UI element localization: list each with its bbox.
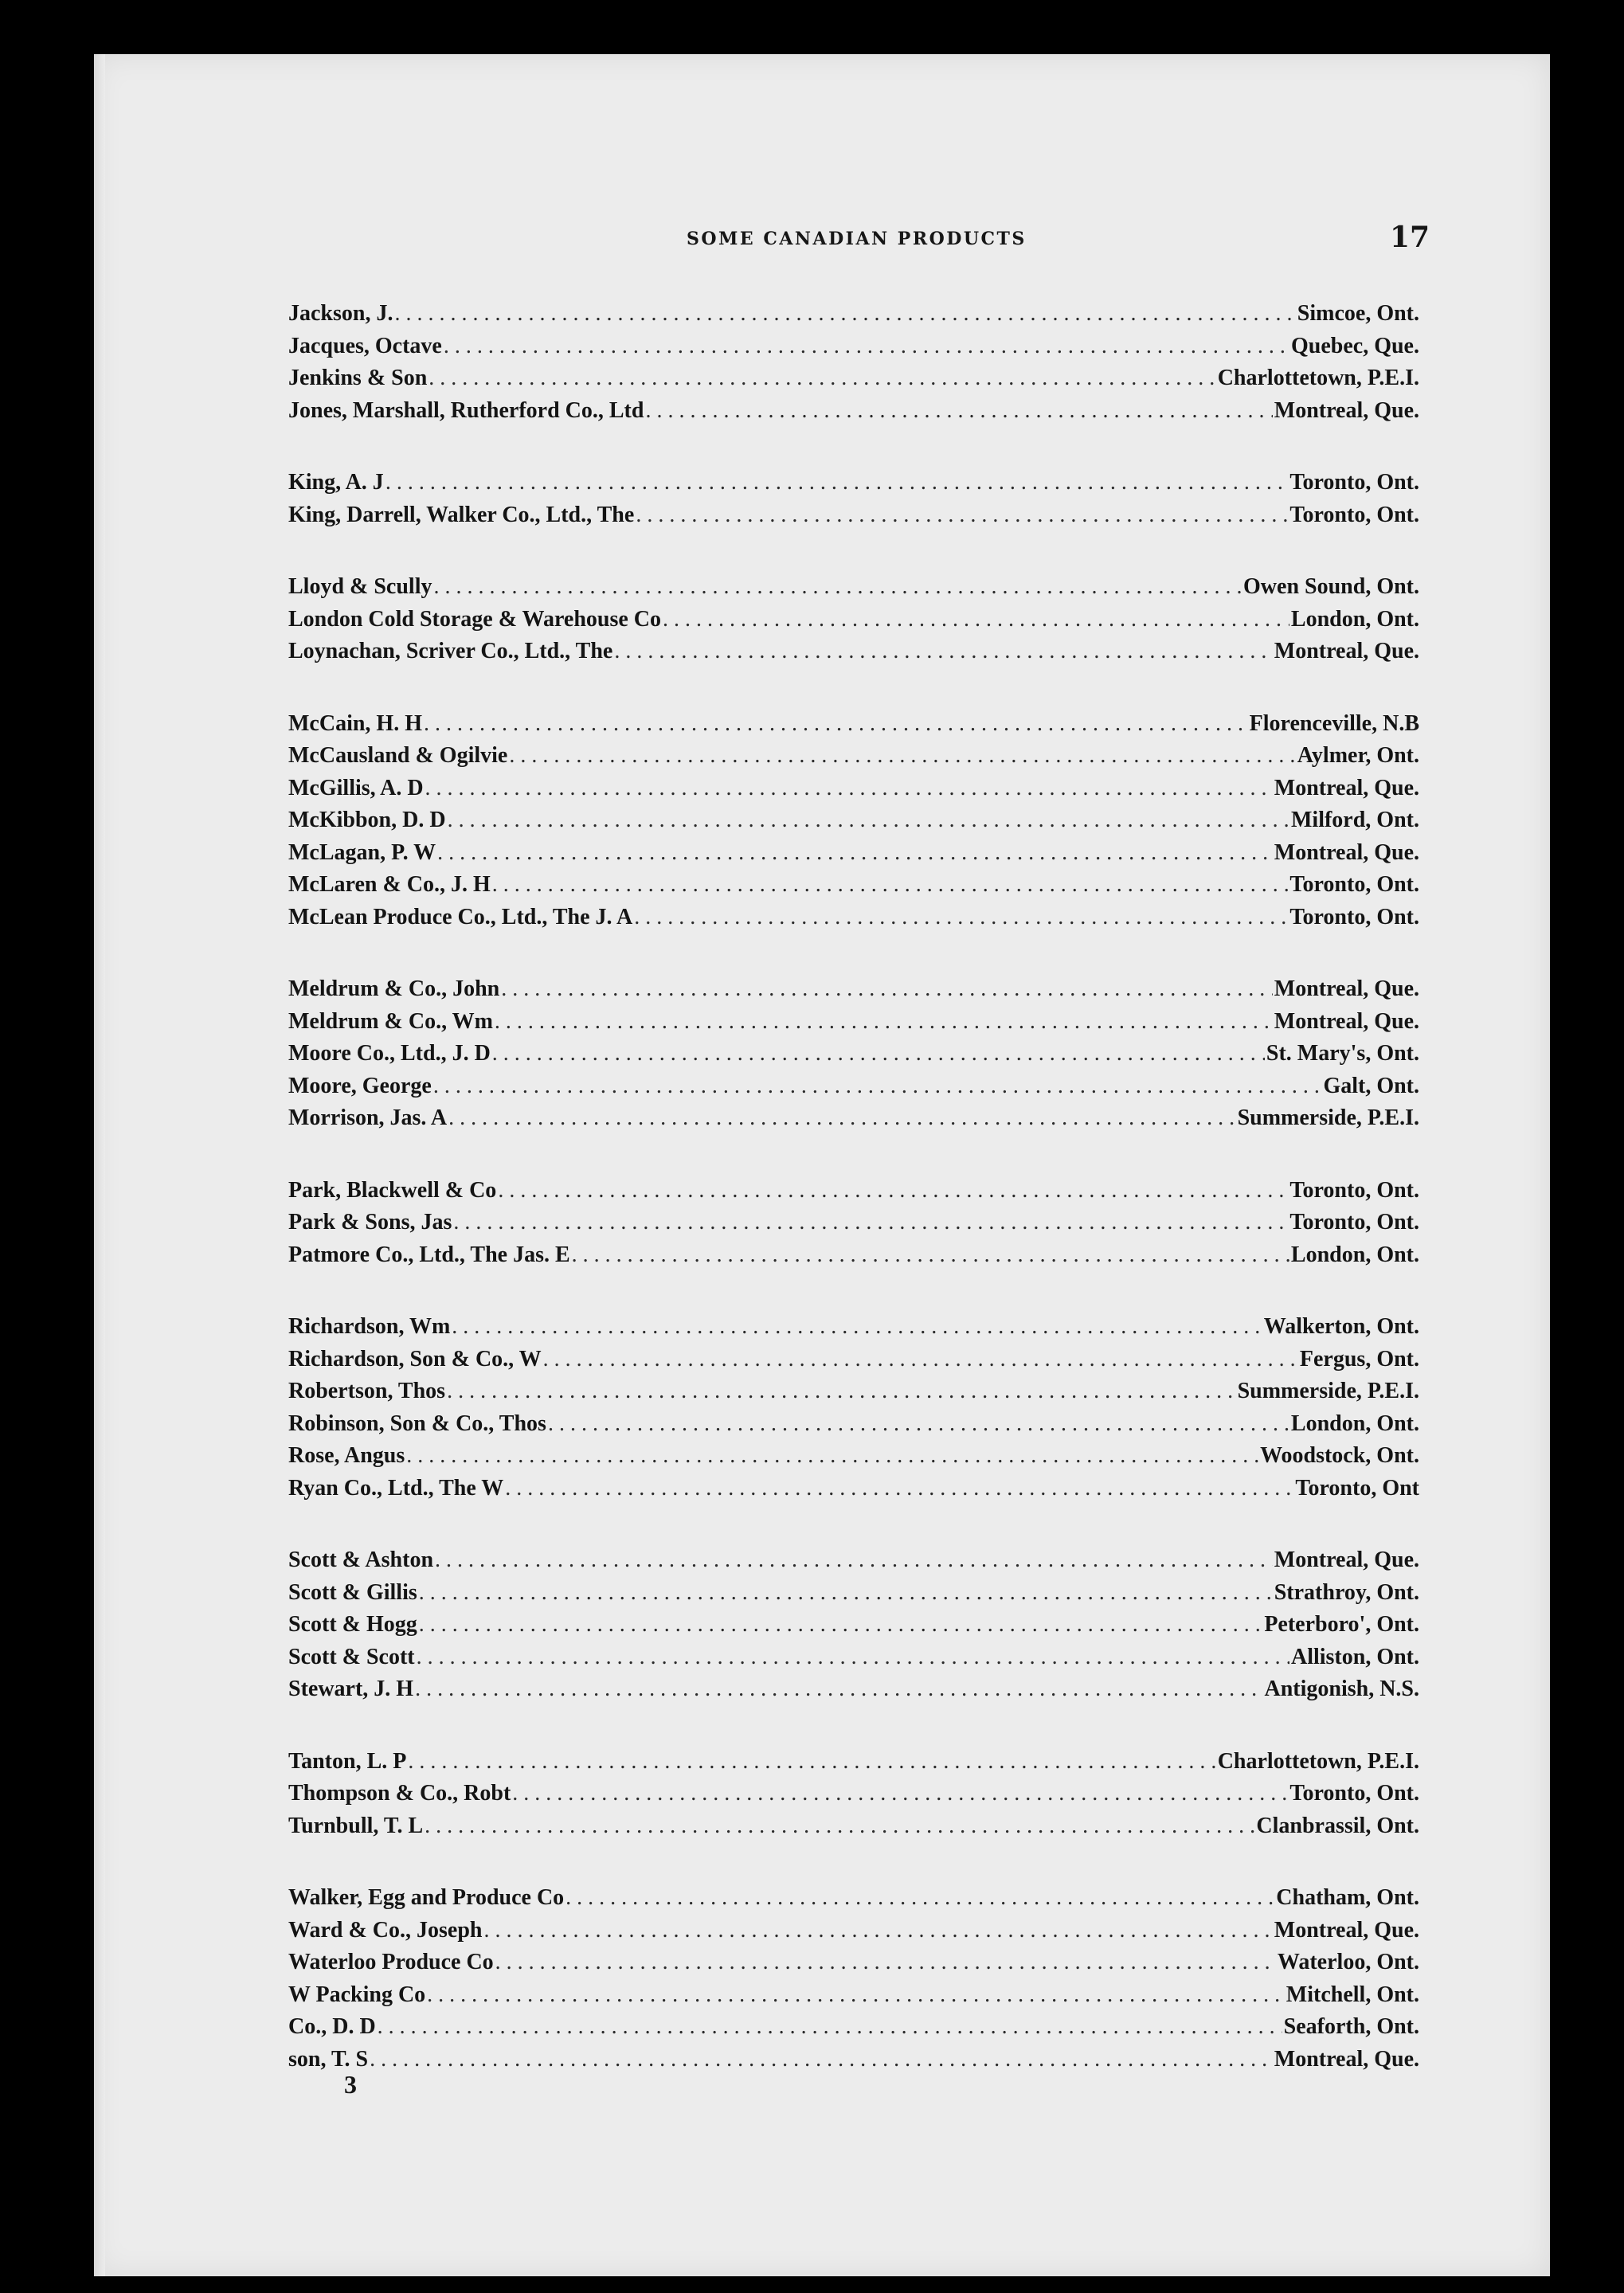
entry-place: Montreal, Que. bbox=[1274, 2046, 1419, 2072]
dot-leader bbox=[425, 773, 1273, 805]
directory-entry bbox=[288, 1440, 1419, 1473]
dot-leader bbox=[495, 1006, 1273, 1039]
letter-group-s bbox=[288, 1544, 1419, 1706]
entry-place: Toronto, Ont. bbox=[1289, 1210, 1419, 1235]
dot-leader bbox=[408, 1746, 1215, 1778]
dot-leader bbox=[385, 467, 1289, 499]
directory-entry bbox=[288, 1038, 1419, 1070]
entry-name: McLean Produce Co., Ltd., The J. A bbox=[288, 904, 633, 929]
entry-place: Clanbrassil, Ont. bbox=[1256, 1813, 1419, 1838]
dot-leader bbox=[452, 1311, 1262, 1344]
directory-entry bbox=[288, 395, 1419, 428]
dot-leader bbox=[448, 804, 1289, 837]
entry-place: Toronto, Ont. bbox=[1289, 1177, 1419, 1203]
entry-place: Aylmer, Ont. bbox=[1297, 743, 1419, 768]
directory-entry bbox=[288, 1239, 1419, 1272]
entry-name: Morrison, Jas. A bbox=[288, 1105, 448, 1130]
directory-entry bbox=[288, 1979, 1419, 2012]
dot-leader bbox=[406, 1440, 1258, 1473]
entry-name: London Cold Storage & Warehouse Co bbox=[288, 606, 662, 632]
entry-name: McKibbon, D. D bbox=[288, 808, 446, 832]
entry-place: Peterboro', Ont. bbox=[1264, 1612, 1419, 1637]
entry-place: Owen Sound, Ont. bbox=[1243, 574, 1419, 599]
entry-name: Scott & Hogg bbox=[288, 1612, 417, 1637]
entry-place: Montreal, Que. bbox=[1274, 639, 1419, 663]
directory-entry bbox=[288, 1207, 1419, 1239]
dot-leader bbox=[483, 1915, 1272, 1947]
directory-entry bbox=[288, 1673, 1419, 1706]
entry-name: Waterloo Produce Co bbox=[288, 1950, 494, 1974]
entry-name: Turnbull, T. L bbox=[288, 1813, 424, 1838]
entry-place: St. Mary's, Ont. bbox=[1266, 1041, 1419, 1066]
entry-name: Ward & Co., Joseph bbox=[288, 1917, 483, 1943]
dot-leader bbox=[419, 1609, 1263, 1641]
letter-group-j bbox=[288, 298, 1419, 427]
entry-place: Galt, Ont. bbox=[1323, 1073, 1419, 1098]
entry-name: Thompson & Co., Robt bbox=[288, 1781, 511, 1806]
directory-entry bbox=[288, 1006, 1419, 1039]
entry-place: Toronto, Ont. bbox=[1289, 904, 1419, 929]
dot-leader bbox=[427, 1979, 1285, 2012]
entry-name: Moore Co., Ltd., J. D bbox=[288, 1041, 491, 1066]
dot-leader bbox=[425, 1810, 1254, 1843]
entry-place: Summerside, P.E.I. bbox=[1237, 1105, 1419, 1130]
entry-name: McGillis, A. D bbox=[288, 775, 424, 800]
directory-entry bbox=[288, 902, 1419, 934]
dot-leader bbox=[429, 362, 1215, 395]
dot-leader bbox=[448, 1102, 1235, 1135]
entry-name: Robertson, Thos bbox=[288, 1379, 446, 1403]
entry-place: Montreal, Que. bbox=[1274, 976, 1419, 1001]
entry-name: Walker, Egg and Produce Co bbox=[288, 1885, 565, 1910]
entry-place: Strathroy, Ont. bbox=[1274, 1579, 1419, 1605]
entry-name: Meldrum & Co., Wm bbox=[288, 1008, 493, 1034]
directory-entry bbox=[288, 740, 1419, 773]
entry-place: Montreal, Que. bbox=[1274, 775, 1419, 800]
entry-place: Montreal, Que. bbox=[1274, 1917, 1419, 1943]
entry-name: Loynachan, Scriver Co., Ltd., The bbox=[288, 639, 613, 663]
directory-entry bbox=[288, 499, 1419, 532]
directory-entry bbox=[288, 2044, 1419, 2076]
directory-entry bbox=[288, 1311, 1419, 1344]
letter-group-t bbox=[288, 1746, 1419, 1843]
entry-place: Toronto, Ont. bbox=[1289, 470, 1419, 495]
entry-name: Tanton, L. P bbox=[288, 1748, 407, 1774]
directory-entry bbox=[288, 1882, 1419, 1915]
entry-place: London, Ont. bbox=[1290, 1242, 1419, 1267]
dot-leader bbox=[614, 636, 1272, 668]
entry-place: Montreal, Que. bbox=[1274, 1008, 1419, 1034]
entry-place: Antigonish, N.S. bbox=[1264, 1677, 1419, 1701]
entry-place: Summerside, P.E.I. bbox=[1237, 1379, 1419, 1403]
directory-listing bbox=[288, 298, 1419, 2115]
signature-mark: 3 bbox=[344, 2070, 357, 2099]
entry-name: Scott & Scott bbox=[288, 1644, 415, 1669]
page-gutter-edge bbox=[94, 54, 105, 2276]
dot-leader bbox=[453, 1207, 1288, 1239]
dot-leader bbox=[437, 837, 1273, 870]
entry-place: Milford, Ont. bbox=[1291, 808, 1419, 832]
directory-entry bbox=[288, 1915, 1419, 1947]
dot-leader bbox=[498, 1175, 1288, 1207]
dot-leader bbox=[572, 1239, 1289, 1272]
dot-leader bbox=[424, 708, 1248, 741]
letter-group-mc bbox=[288, 708, 1419, 934]
directory-entry bbox=[288, 1609, 1419, 1641]
entry-name: Jenkins & Son bbox=[288, 366, 428, 390]
dot-leader bbox=[433, 1070, 1322, 1103]
entry-place: London, Ont. bbox=[1290, 606, 1419, 632]
directory-entry bbox=[288, 1175, 1419, 1207]
directory-entry bbox=[288, 2011, 1419, 2044]
entry-name: son, T. S bbox=[288, 2046, 369, 2072]
letter-group-r bbox=[288, 1311, 1419, 1505]
entry-place: Toronto, Ont bbox=[1295, 1475, 1419, 1501]
dot-leader bbox=[512, 1778, 1288, 1810]
entry-place: Seaforth, Ont. bbox=[1283, 2014, 1419, 2039]
letter-group-k bbox=[288, 467, 1419, 531]
entry-place: Mitchell, Ont. bbox=[1286, 1982, 1419, 2007]
entry-name: Jackson, J. bbox=[288, 301, 393, 326]
dot-leader bbox=[634, 902, 1288, 934]
directory-entry bbox=[288, 1810, 1419, 1843]
directory-entry bbox=[288, 1746, 1419, 1778]
entry-place: Woodstock, Ont. bbox=[1260, 1443, 1419, 1468]
directory-entry bbox=[288, 973, 1419, 1006]
entry-place: Montreal, Que. bbox=[1274, 839, 1419, 865]
entry-name: Richardson, Son & Co., W bbox=[288, 1346, 542, 1371]
running-title: SOME CANADIAN PRODUCTS bbox=[687, 229, 1027, 249]
dot-leader bbox=[370, 2044, 1273, 2076]
entry-name: Meldrum & Co., John bbox=[288, 976, 500, 1001]
dot-leader bbox=[444, 331, 1289, 363]
entry-name: McCain, H. H bbox=[288, 710, 422, 736]
dot-leader bbox=[492, 1038, 1265, 1070]
entry-name: W Packing Co bbox=[288, 1982, 426, 2007]
dot-leader bbox=[565, 1882, 1274, 1915]
directory-entry bbox=[288, 1375, 1419, 1408]
entry-name: McLaren & Co., J. H bbox=[288, 872, 491, 897]
dot-leader bbox=[419, 1577, 1273, 1610]
entry-place: Waterloo, Ont. bbox=[1277, 1950, 1419, 1974]
directory-entry bbox=[288, 1641, 1419, 1674]
entry-name: Richardson, Wm bbox=[288, 1314, 451, 1339]
entry-name: Co., D. D bbox=[288, 2014, 376, 2039]
dot-leader bbox=[492, 869, 1289, 902]
entry-name: Patmore Co., Ltd., The Jas. E bbox=[288, 1242, 570, 1267]
dot-leader bbox=[378, 2011, 1282, 2044]
entry-name: Robinson, Son & Co., Thos bbox=[288, 1411, 546, 1436]
directory-entry bbox=[288, 708, 1419, 741]
entry-name: Jacques, Octave bbox=[288, 333, 442, 358]
directory-entry bbox=[288, 804, 1419, 837]
letter-group-l bbox=[288, 571, 1419, 668]
entry-name: Jones, Marshall, Rutherford Co., Ltd bbox=[288, 397, 644, 423]
entry-name: Ryan Co., Ltd., The W bbox=[288, 1475, 504, 1501]
entry-name: Stewart, J. H bbox=[288, 1677, 414, 1701]
dot-leader bbox=[505, 1473, 1293, 1505]
directory-entry bbox=[288, 1070, 1419, 1103]
entry-name: McLagan, P. W bbox=[288, 839, 436, 865]
entry-place: Quebec, Que. bbox=[1291, 333, 1419, 358]
page-number: 17 bbox=[1390, 221, 1430, 254]
dot-leader bbox=[663, 604, 1289, 636]
directory-entry bbox=[288, 837, 1419, 870]
entry-name: Park & Sons, Jas bbox=[288, 1210, 452, 1235]
entry-place: Fergus, Ont. bbox=[1299, 1346, 1419, 1371]
entry-place: Toronto, Ont. bbox=[1289, 502, 1419, 527]
entry-place: London, Ont. bbox=[1290, 1411, 1419, 1436]
directory-entry bbox=[288, 773, 1419, 805]
entry-place: Montreal, Que. bbox=[1274, 1548, 1419, 1572]
directory-entry bbox=[288, 1577, 1419, 1610]
directory-entry bbox=[288, 636, 1419, 668]
dot-leader bbox=[501, 973, 1273, 1006]
letter-group-m bbox=[288, 973, 1419, 1135]
dot-leader bbox=[495, 1947, 1276, 1979]
dot-leader bbox=[645, 395, 1272, 428]
directory-entry bbox=[288, 1408, 1419, 1441]
dot-leader bbox=[415, 1673, 1262, 1706]
directory-entry bbox=[288, 1344, 1419, 1376]
directory-entry bbox=[288, 869, 1419, 902]
directory-entry bbox=[288, 467, 1419, 499]
entry-name: Scott & Gillis bbox=[288, 1579, 417, 1605]
entry-place: Simcoe, Ont. bbox=[1297, 301, 1419, 326]
dot-leader bbox=[548, 1408, 1289, 1441]
entry-name: King, Darrell, Walker Co., Ltd., The bbox=[288, 502, 635, 527]
dot-leader bbox=[433, 571, 1242, 604]
dot-leader bbox=[435, 1544, 1273, 1577]
entry-place: Montreal, Que. bbox=[1274, 397, 1419, 423]
directory-entry bbox=[288, 1544, 1419, 1577]
letter-group-w bbox=[288, 1882, 1419, 2076]
dot-leader bbox=[417, 1641, 1289, 1674]
entry-name: Moore, George bbox=[288, 1073, 432, 1098]
directory-entry bbox=[288, 1947, 1419, 1979]
entry-name: Rose, Angus bbox=[288, 1443, 405, 1468]
entry-place: Walkerton, Ont. bbox=[1263, 1314, 1419, 1339]
dot-leader bbox=[447, 1375, 1235, 1408]
entry-place: Alliston, Ont. bbox=[1290, 1644, 1419, 1669]
directory-entry bbox=[288, 1778, 1419, 1810]
entry-name: King, A. J bbox=[288, 470, 384, 495]
entry-place: Florenceville, N.B bbox=[1249, 710, 1419, 736]
directory-entry bbox=[288, 331, 1419, 363]
entry-name: Lloyd & Scully bbox=[288, 574, 432, 599]
dot-leader bbox=[509, 740, 1295, 773]
directory-entry bbox=[288, 1473, 1419, 1505]
dot-leader bbox=[636, 499, 1288, 532]
directory-entry bbox=[288, 604, 1419, 636]
entry-name: McCausland & Ogilvie bbox=[288, 743, 508, 768]
entry-place: Charlottetown, P.E.I. bbox=[1217, 1748, 1419, 1774]
dot-leader bbox=[543, 1344, 1298, 1376]
entry-place: Toronto, Ont. bbox=[1289, 872, 1419, 897]
entry-place: Toronto, Ont. bbox=[1289, 1781, 1419, 1806]
entry-name: Scott & Ashton bbox=[288, 1548, 434, 1572]
directory-entry bbox=[288, 362, 1419, 395]
entry-name: Park, Blackwell & Co bbox=[288, 1177, 497, 1203]
directory-entry bbox=[288, 1102, 1419, 1135]
letter-group-p bbox=[288, 1175, 1419, 1272]
entry-place: Charlottetown, P.E.I. bbox=[1217, 366, 1419, 390]
dot-leader bbox=[394, 298, 1295, 331]
running-head bbox=[0, 221, 1624, 260]
directory-entry bbox=[288, 298, 1419, 331]
directory-entry bbox=[288, 571, 1419, 604]
entry-place: Chatham, Ont. bbox=[1276, 1885, 1419, 1910]
